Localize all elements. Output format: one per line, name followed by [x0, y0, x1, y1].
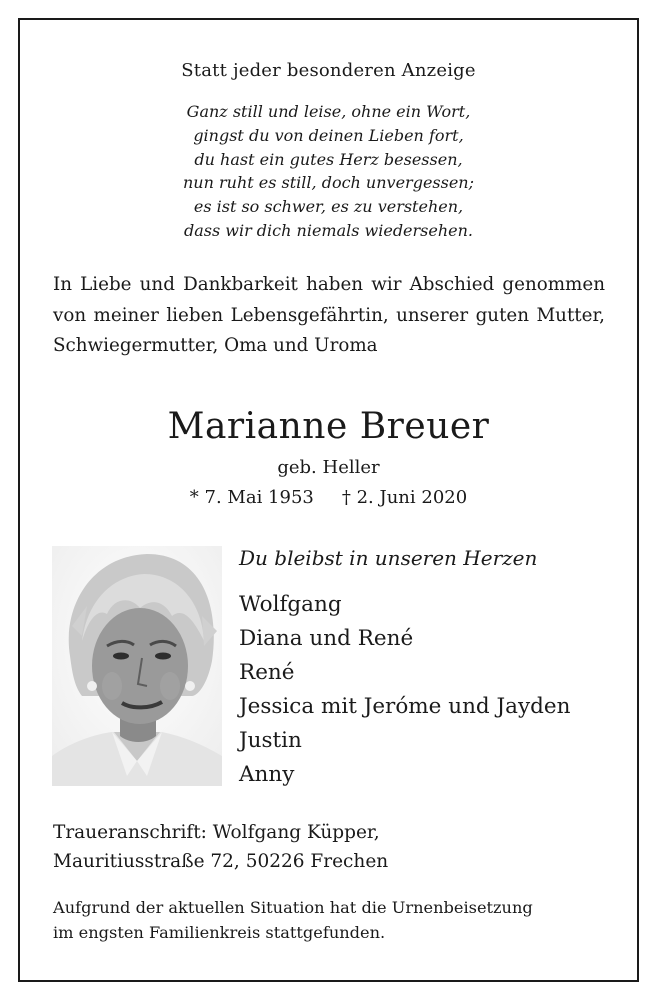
birth-date: * 7. Mai 1953	[189, 487, 314, 508]
poem-line: dass wir dich niemals wiedersehen.	[183, 220, 474, 240]
mourner-name: René	[239, 660, 295, 685]
poem-line: nun ruht es still, doch unvergessen;	[183, 173, 474, 193]
poem-line: gingst du von deinen Lieben fort,	[193, 125, 464, 145]
portrait-image	[52, 546, 222, 786]
mourning-address	[53, 818, 388, 876]
header-line: Statt jeder besonderen Anzeige	[181, 60, 476, 81]
death-date: † 2. Juni 2020	[341, 487, 468, 508]
life-dates	[0, 487, 657, 508]
notice-line: Aufgrund der aktuellen Situation hat die Urnenbeisetzung	[53, 898, 533, 917]
poem-line: es ist so schwer, es zu verstehen,	[193, 197, 464, 217]
mourner-name: Jessica mit Jeróme und Jayden	[239, 694, 571, 719]
maiden-name: geb. Heller	[277, 457, 380, 478]
mourner-name: Wolfgang	[239, 592, 342, 617]
mourner-name: Justin	[239, 728, 302, 753]
mourner-name: Anny	[239, 762, 295, 787]
poem	[0, 100, 657, 243]
poem-line: du hast ein gutes Herz besessen,	[194, 149, 463, 169]
burial-notice	[53, 895, 533, 945]
notice-line: im engsten Familienkreis stattgefunden.	[53, 923, 386, 942]
deceased-name: Marianne Breuer	[167, 406, 490, 447]
poem-line: Ganz still und leise, ohne ein Wort,	[186, 102, 471, 121]
address-line: Mauritiusstraße 72, 50226 Frechen	[53, 851, 389, 872]
motto: Du bleibst in unseren Herzen	[239, 546, 538, 570]
address-line: Traueranschrift: Wolfgang Küpper,	[53, 822, 380, 843]
intro-text: In Liebe und Dankbarkeit haben wir Abschied genommen von meiner lieben Lebensgefährtin, unserer guten Mutter, Schwiegermutter, Oma und Uroma	[53, 274, 605, 356]
mourners-list	[239, 588, 570, 792]
portrait-photo	[52, 546, 222, 786]
mourner-name: Diana und René	[239, 626, 414, 651]
